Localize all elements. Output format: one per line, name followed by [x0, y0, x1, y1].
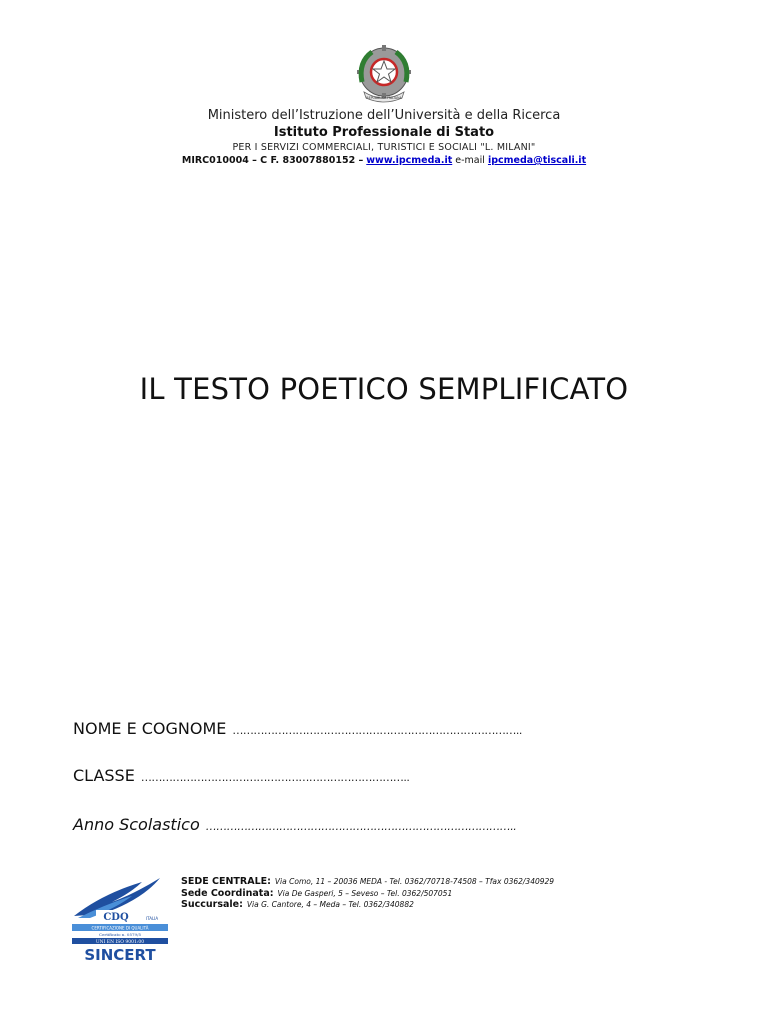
school-year-field-label: Anno Scolastico	[73, 815, 200, 834]
website-link[interactable]: www.ipcmeda.it	[366, 155, 453, 166]
footer-row-main	[181, 876, 554, 888]
cert-line3: UNI EN ISO 9001:00	[95, 939, 145, 945]
footer-row-coordinated	[181, 888, 554, 900]
cert-line2: Certificato n. 0579/5	[99, 932, 141, 937]
footer-addresses	[181, 876, 554, 911]
emblem-ribbon-text: REPUBBLICA ITALIANA	[366, 96, 402, 100]
cert-line1: CERTIFICAZIONE DI QUALITÀ	[91, 925, 149, 931]
class-field-blank: …………………………………………………………………..	[140, 771, 410, 784]
cdq-sincert-logo	[72, 874, 168, 964]
footer-label-branch: Succursale:	[181, 899, 243, 910]
school-subtitle: PER I SERVIZI COMMERCIALI, TURISTICI E SOCIALI "L. MILANI"	[232, 142, 536, 153]
footer-value-branch: Via G. Cantore, 4 – Meda – Tel. 0362/340882	[246, 900, 414, 909]
sincert-wordmark: SINCERT	[84, 946, 156, 964]
institution-header	[0, 107, 768, 167]
name-field	[73, 719, 522, 738]
document-title: IL TESTO POETICO SEMPLIFICATO	[139, 372, 629, 406]
class-field-label: CLASSE	[73, 766, 135, 785]
name-field-blank: ………………………………………………………………………..	[232, 724, 522, 737]
republic-emblem	[352, 42, 416, 106]
class-field	[73, 766, 409, 785]
school-year-field	[73, 815, 516, 834]
footer-label-main: SEDE CENTRALE:	[181, 876, 271, 887]
footer-row-branch	[181, 899, 554, 911]
codes-prefix: MIRC010004 – C F. 83007880152 –	[181, 155, 364, 166]
cdq-country: ITALIA	[145, 916, 159, 921]
footer-label-coordinated: Sede Coordinata:	[181, 887, 274, 899]
email-link[interactable]: ipcmeda@tiscali.it	[487, 155, 587, 166]
cdq-brand: CDQ	[103, 912, 129, 923]
email-label: e-mail	[455, 155, 485, 166]
school-name: Istituto Professionale di Stato	[273, 125, 495, 140]
ministry-name: Ministero dell’Istruzione dell’Università e della Ricerca	[207, 108, 561, 123]
school-year-field-blank: ……………………………………………………………………………..	[205, 820, 517, 833]
footer-value-coordinated: Via De Gasperi, 5 – Seveso – Tel. 0362/507051	[277, 888, 453, 898]
school-codes	[0, 154, 768, 167]
footer-value-main: Via Como, 11 – 20036 MEDA - Tel. 0362/70718-74508 – Tfax 0362/340929	[274, 877, 555, 886]
name-field-label: NOME E COGNOME	[73, 719, 227, 738]
